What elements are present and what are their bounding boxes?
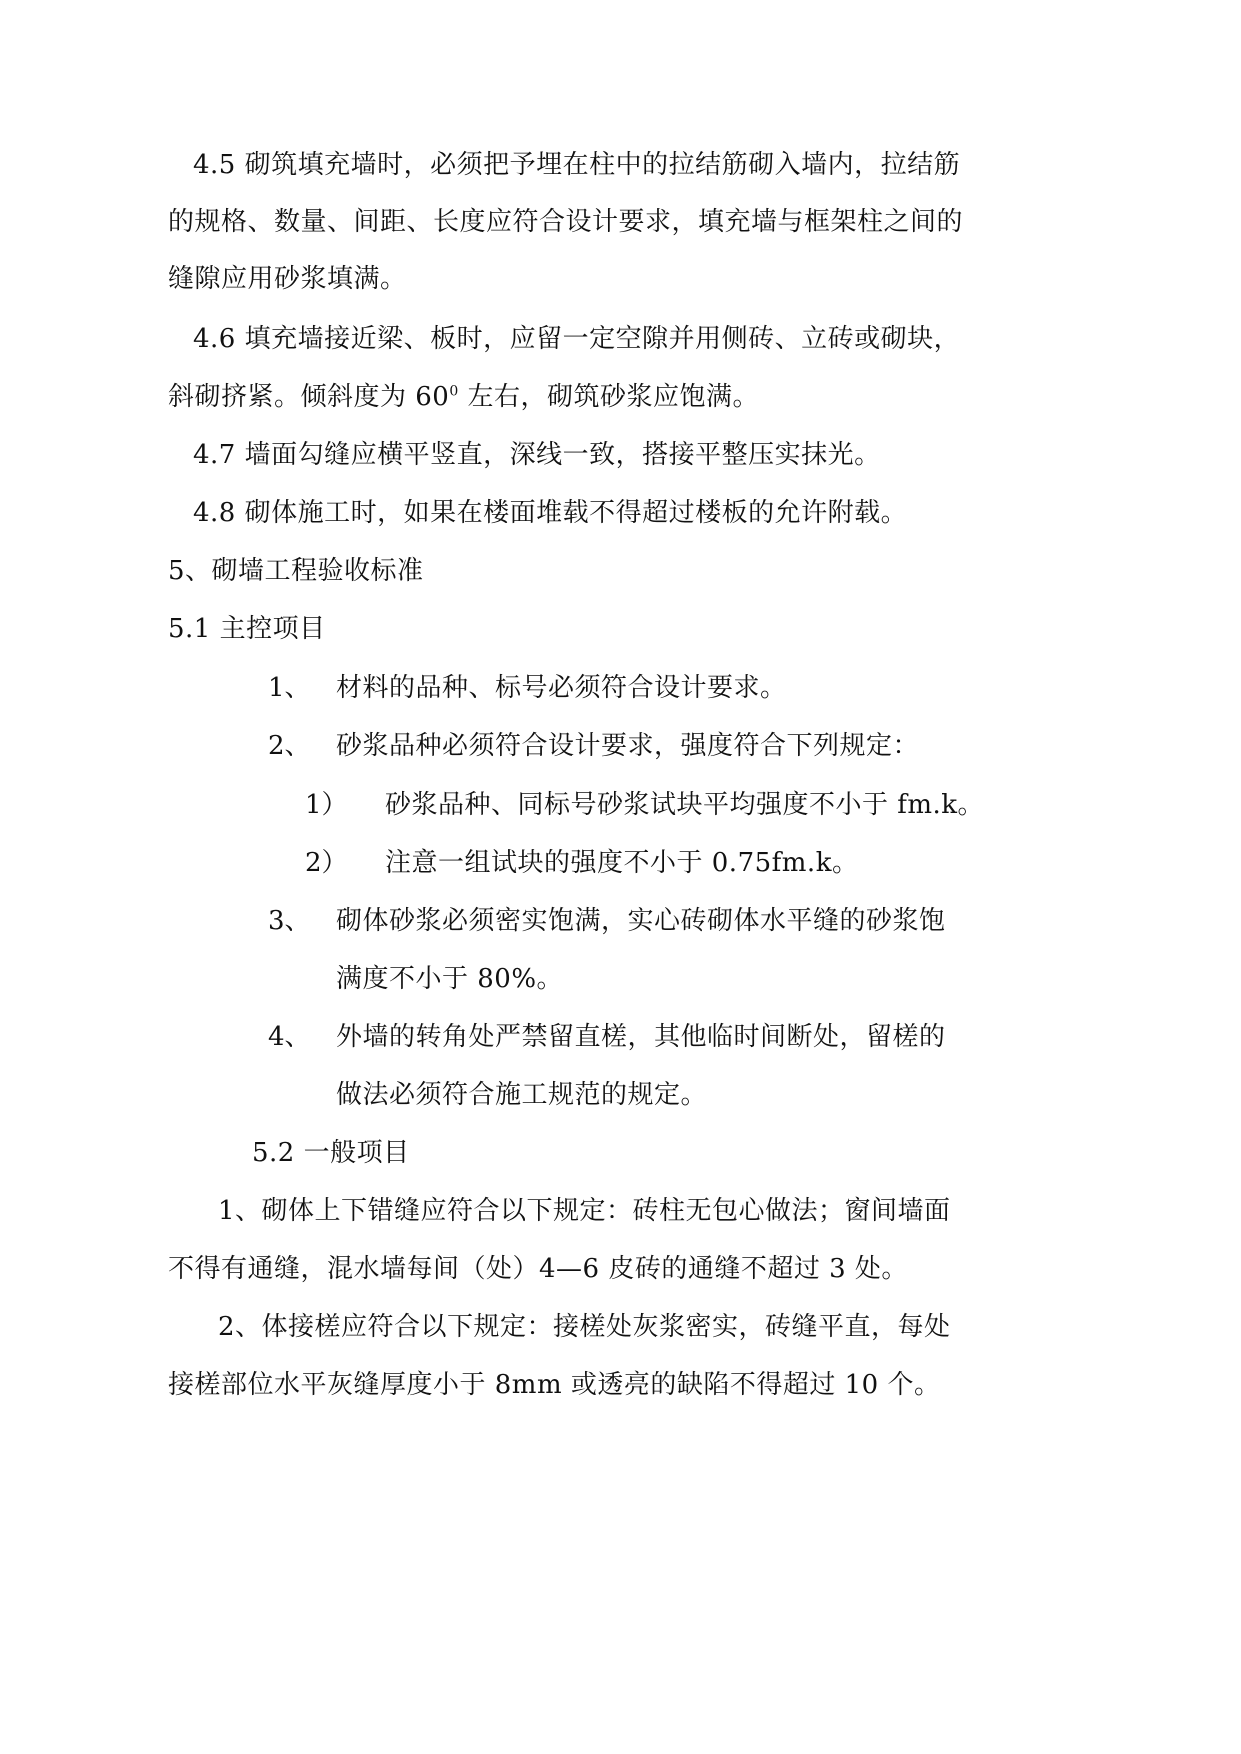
general-1-line-1: 1、砌体上下错缝应符合以下规定：砖柱无包心做法；窗间墙面 bbox=[218, 1196, 951, 1226]
subitem-2-number: 2） bbox=[305, 848, 348, 878]
item-2-text: 砂浆品种必须符合设计要求，强度符合下列规定： bbox=[336, 731, 920, 761]
general-1-line-2: 不得有通缝，混水墙每间（处）4—6 皮砖的通缝不超过 3 处。 bbox=[168, 1254, 908, 1284]
para-4-6-line-2 bbox=[168, 380, 759, 414]
para-4-7: 4.7 墙面勾缝应横平竖直，深线一致，搭接平整压实抹光。 bbox=[193, 440, 881, 470]
para-4-5-line-2: 的规格、数量、间距、长度应符合设计要求，填充墙与框架柱之间的 bbox=[168, 207, 964, 237]
general-2-line-2: 接槎部位水平灰缝厚度小于 8mm 或透亮的缺陷不得超过 10 个。 bbox=[168, 1370, 941, 1400]
para-4-6-line-2-post: 左右，砌筑砂浆应饱满。 bbox=[458, 382, 760, 412]
item-4-number: 4、 bbox=[268, 1022, 311, 1052]
para-4-6-line-1: 4.6 填充墙接近梁、板时，应留一定空隙并用侧砖、立砖或砌块， bbox=[193, 324, 961, 354]
item-4-text: 外墙的转角处严禁留直槎，其他临时间断处，留槎的 bbox=[336, 1022, 946, 1052]
section-5-title: 5、砌墙工程验收标准 bbox=[168, 556, 424, 586]
subitem-2-text: 注意一组试块的强度不小于 0.75fm.k。 bbox=[385, 848, 859, 878]
para-4-5-line-1: 4.5 砌筑填充墙时，必须把予埋在柱中的拉结筋砌入墙内，拉结筋 bbox=[193, 150, 961, 180]
para-4-6-line-2-pre: 斜砌挤紧。倾斜度为 60 bbox=[168, 382, 450, 412]
section-5-1-title: 5.1 主控项目 bbox=[168, 614, 326, 644]
general-2-line-1: 2、体接槎应符合以下规定：接槎处灰浆密实，砖缝平直，每处 bbox=[218, 1312, 951, 1342]
item-2-number: 2、 bbox=[268, 731, 311, 761]
item-1-text: 材料的品种、标号必须符合设计要求。 bbox=[336, 673, 787, 703]
para-4-8: 4.8 砌体施工时，如果在楼面堆载不得超过楼板的允许附载。 bbox=[193, 498, 908, 528]
item-1-number: 1、 bbox=[268, 673, 311, 703]
degree-superscript: 0 bbox=[449, 383, 459, 400]
para-4-5-line-3: 缝隙应用砂浆填满。 bbox=[168, 264, 407, 294]
subitem-1-number: 1） bbox=[305, 790, 348, 820]
item-3-text-cont: 满度不小于 80%。 bbox=[336, 964, 564, 994]
section-5-2-title: 5.2 一般项目 bbox=[252, 1138, 410, 1168]
item-3-text: 砌体砂浆必须密实饱满，实心砖砌体水平缝的砂浆饱 bbox=[336, 906, 946, 936]
item-4-text-cont: 做法必须符合施工规范的规定。 bbox=[336, 1080, 708, 1110]
subitem-1-text: 砂浆品种、同标号砂浆试块平均强度不小于 fm.k。 bbox=[385, 790, 985, 820]
item-3-number: 3、 bbox=[268, 906, 311, 936]
